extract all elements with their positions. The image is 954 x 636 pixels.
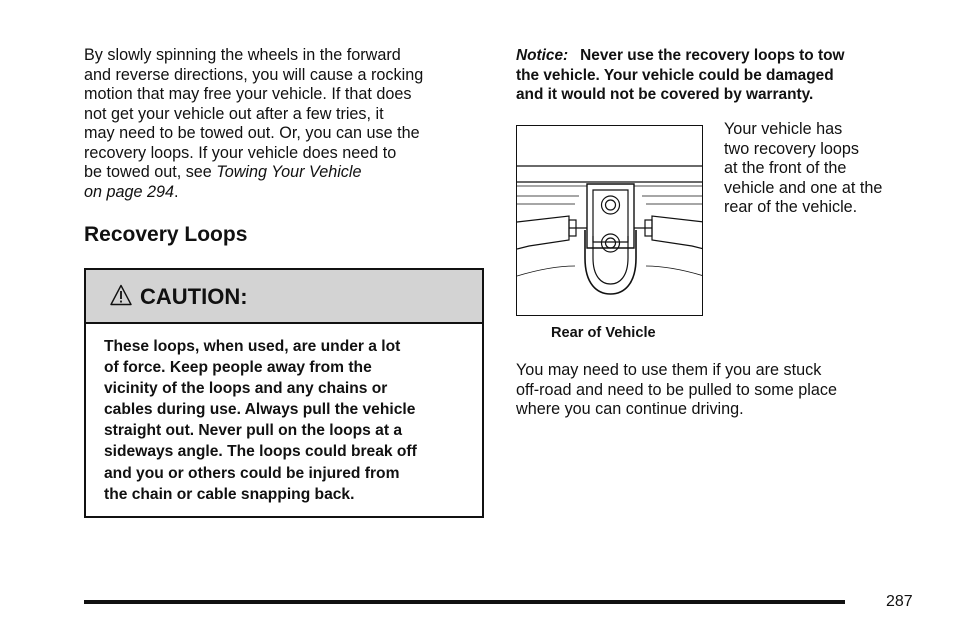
caution-line: and you or others could be injured from xyxy=(104,464,400,482)
caution-title: CAUTION: xyxy=(140,284,248,309)
text-line: off-road and need to be pulled to some place xyxy=(516,380,837,399)
text-line: two recovery loops xyxy=(724,139,859,158)
figure-caption: Rear of Vehicle xyxy=(551,325,656,341)
stuck-paragraph xyxy=(516,361,916,420)
caution-line: the chain or cable snapping back. xyxy=(104,485,355,503)
caution-box xyxy=(84,268,484,518)
warning-triangle-icon xyxy=(110,284,132,306)
page-number: 287 xyxy=(886,593,913,610)
text-line xyxy=(516,46,916,66)
text-line: You may need to use them if you are stuck xyxy=(516,361,822,379)
cross-reference-link[interactable]: Towing Your Vehicle xyxy=(216,163,362,181)
text-line: Your vehicle has xyxy=(724,120,843,138)
text-line: at the front of the xyxy=(724,159,847,177)
text-line: not get your vehicle out after a few tries, it xyxy=(84,104,384,123)
recovery-loop-drawing xyxy=(517,126,703,316)
caution-line: of force. Keep people away from the xyxy=(104,359,372,377)
text-line: and it would not be covered by warranty. xyxy=(516,86,814,103)
page-reference-link[interactable]: on page 294 xyxy=(84,182,175,201)
text-line: may need to be towed out. Or, you can use the xyxy=(84,124,420,142)
caution-line: sideways angle. The loops could break off xyxy=(104,443,417,461)
rear-recovery-loop-illustration xyxy=(516,125,703,316)
caution-body xyxy=(104,336,417,505)
text-line: motion that may free your vehicle. If that does xyxy=(84,85,412,103)
text-line: By slowly spinning the wheels in the forward xyxy=(84,46,401,64)
text-line: vehicle and one at the xyxy=(724,178,883,197)
text-line xyxy=(84,163,474,183)
text-line: rear of the vehicle. xyxy=(724,198,858,216)
side-paragraph xyxy=(724,120,924,218)
text-fragment: . xyxy=(174,182,179,201)
caution-line: cables during use. Always pull the vehicle xyxy=(104,401,416,419)
text-line: and reverse directions, you will cause a rocking xyxy=(84,65,424,84)
text-line xyxy=(84,183,474,203)
text-line: the vehicle. Your vehicle could be damaged xyxy=(516,66,834,84)
caution-line: vicinity of the loops and any chains or xyxy=(104,380,388,398)
intro-paragraph xyxy=(84,46,474,202)
caution-header xyxy=(86,270,482,324)
caution-line: These loops, when used, are under a lot xyxy=(104,338,401,355)
notice-paragraph xyxy=(516,46,916,105)
text-line: where you can continue driving. xyxy=(516,400,744,418)
text-fragment: Never use the recovery loops to tow xyxy=(580,47,845,64)
caution-line: straight out. Never pull on the loops at a xyxy=(104,422,403,440)
text-line: recovery loops. If your vehicle does need to xyxy=(84,143,397,162)
footer-rule xyxy=(84,600,845,604)
notice-label: Notice: xyxy=(516,47,569,64)
text-fragment: be towed out, see xyxy=(84,163,217,181)
section-heading: Recovery Loops xyxy=(84,223,248,246)
